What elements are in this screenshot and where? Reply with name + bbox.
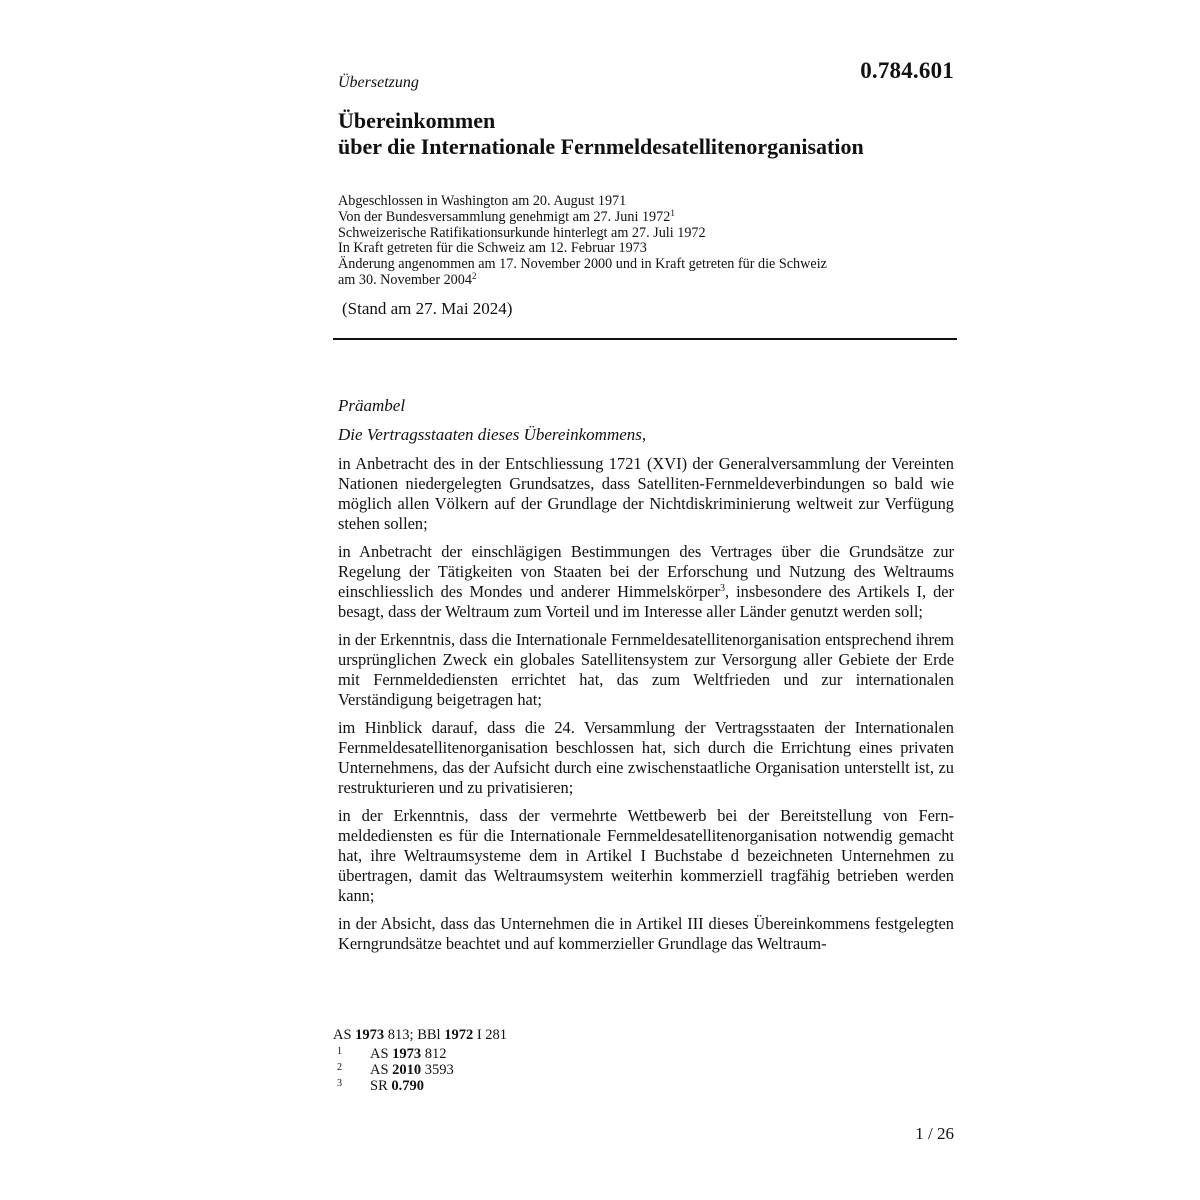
footnote-text: SR 0.790 <box>370 1078 424 1094</box>
preamble-paragraph-6: in der Absicht, dass das Unternehmen die in Artikel III dieses Übereinkommens festgelegten Kerngrundsätze beachtet und auf kommerzieller Grundlage das Weltraum- <box>338 914 954 953</box>
preamble-section <box>338 396 954 962</box>
meta-in-force: In Kraft getreten für die Schweiz am 12. Februar 1973 <box>338 240 647 257</box>
footnote-number: 2 <box>337 1062 342 1073</box>
footnote-number: 3 <box>337 1078 342 1089</box>
footnote-item <box>333 1046 454 1062</box>
footnotes <box>333 1046 454 1094</box>
treaty-metadata <box>338 194 948 289</box>
preamble-paragraph-2: in Anbetracht der einschlägigen Bestimmungen des Vertrages über die Grundsätze zur Regelung der Tätigkeiten von Staaten bei der Erforschung und Nutzung des Weltraums einschliesslich des Mondes und anderer Himmelskörper$^3$, insbesondere des Artikels I, der besagt, dass der Weltraum zum Vorteil und im Interesse aller Länder genutzt werden soll; <box>338 542 954 621</box>
footnote-text: AS 2010 3593 <box>370 1062 454 1078</box>
preamble-paragraph-4: im Hinblick darauf, dass die 24. Versammlung der Vertragsstaaten der Internationalen Fernmeldesatellitenorganisation beschlossen hat, sich durch die Errichtung eines privaten Unternehmens, das der Aufsicht durch eine zwischenstaatliche Organisation unterstellt ist, zu restrukturieren und zu privatisieren; <box>338 718 954 797</box>
footnote-ref-2[interactable]: 2 <box>471 270 477 281</box>
footnote-ref-3[interactable]: 3 <box>719 583 725 594</box>
page-number: 1 / 26 <box>915 1124 954 1143</box>
footnote-item <box>333 1062 454 1078</box>
meta-amendment-line-1: Änderung angenommen am 17. November 2000 und in Kraft getreten für die Schweiz <box>338 256 827 273</box>
title-line-2: über die Internationale Fernmeldesatellitenorganisation <box>338 134 864 159</box>
sr-number: 0.784.601 <box>860 58 954 83</box>
preamble-paragraph-5: in der Erkenntnis, dass der vermehrte Wettbewerb bei der Bereitstellung von Fernmeldediensten es für die Internationale Fernmeldesatellitenorganisation notwendig gemacht hat, ihre Weltraumsysteme dem in Artikel I Buchstabe d bezeichneten Unternehmen zu übertragen, damit das Weltraumsystem weiterhin kommerziell tragfähig betrieben werden kann; <box>338 806 954 905</box>
source-reference: AS 1973 813; BBl 1972 I 281 <box>333 1027 508 1043</box>
footnote-ref-1[interactable]: 1 <box>670 207 675 218</box>
meta-approved: Von der Bundesversammlung genehmigt am 27. Juni 1972$^1$ <box>338 207 675 225</box>
preamble-paragraph-1: in Anbetracht des in der Entschliessung 1721 (XVI) der Generalversammlung der Vereinten Nationen niedergelegten Grundsatzes, dass Satelliten-Fernmeldeverbindungen so bald wie möglich allen Völkern auf der Grundlage der Nichtdiskriminierung weltweit zur Verfügung stehen sollen; <box>338 454 954 533</box>
header-divider <box>333 338 957 340</box>
footnote-text: AS 1973 812 <box>370 1046 447 1062</box>
title-line-1: Übereinkommen <box>338 108 496 133</box>
preamble-paragraph-3: in der Erkenntnis, dass die Internationale Fernmeldesatellitenorganisation entsprechend ihrem ursprünglichen Zweck ein globales Satellitensystem zur Versorgung aller Gebiete der Erde mit Fernmeldediensten errichtet hat, das zum Weltfrieden und zur internationalen Verständigung beigetragen hat; <box>338 630 954 709</box>
footnote-number: 1 <box>337 1046 342 1057</box>
meta-amendment-line-2: am 30. November 2004$^2$ <box>338 270 477 288</box>
meta-concluded: Abgeschlossen in Washington am 20. August 1971 <box>338 193 627 209</box>
preamble-intro: Die Vertragsstaaten dieses Übereinkommens, <box>338 425 647 444</box>
meta-ratification: Schweizerische Ratifikationsurkunde hinterlegt am 27. Juli 1972 <box>338 224 706 241</box>
preamble-heading: Präambel <box>338 396 406 415</box>
document-title <box>338 108 958 160</box>
translation-label: Übersetzung <box>338 74 419 91</box>
footnote-item <box>333 1078 454 1094</box>
version-date: (Stand am 27. Mai 2024) <box>342 299 513 318</box>
